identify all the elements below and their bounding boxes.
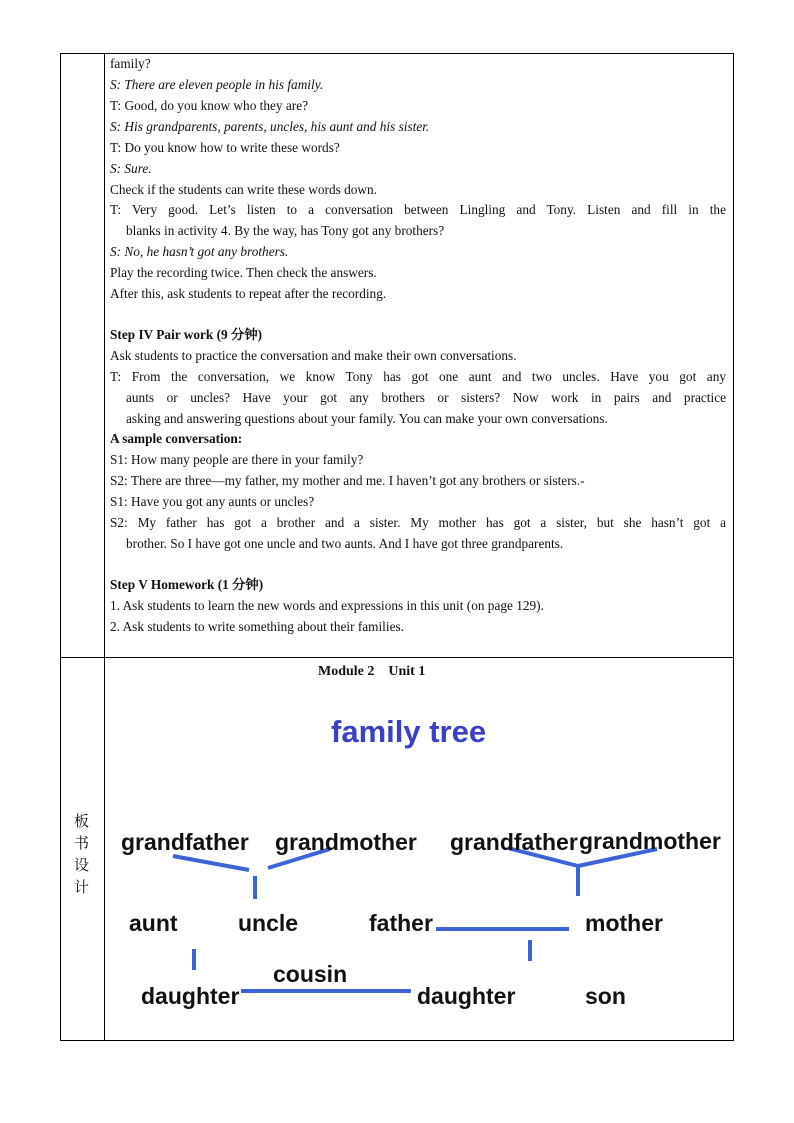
student-line: S: Sure. (110, 161, 152, 176)
family-tree-title: family tree (331, 714, 487, 749)
text-line: blanks in activity 4. By the way, has Tony got any brothers? (126, 223, 445, 238)
text-line: Check if the students can write these words down. (110, 182, 377, 197)
side-char: 设 (73, 856, 89, 874)
teacher-line: T: Do you know how to write these words? (110, 140, 340, 155)
student-line: S: No, he hasn’t got any brothers. (110, 244, 289, 259)
word-aunt: aunt (129, 910, 178, 936)
connector-line (173, 856, 249, 870)
step4-heading: Step IV Pair work (9 分钟) (110, 327, 263, 342)
word-mother: mother (585, 910, 663, 936)
word-father: father (369, 910, 433, 936)
student-line: S: There are eleven people in his family. (110, 77, 324, 92)
text-line: Ask students to practice the conversation and make their own conversations. (110, 348, 517, 363)
module-title: Module 2 Unit 1 (318, 664, 426, 679)
word-grandmother: grandmother (275, 829, 417, 855)
word-grandmother: grandmother (579, 828, 721, 854)
dialogue-line: S1: Have you got any aunts or uncles? (110, 494, 315, 509)
teacher-line: T: Good, do you know who they are? (110, 98, 309, 113)
step5-heading: Step V Homework (1 分钟) (110, 577, 264, 592)
side-char: 计 (73, 878, 89, 896)
text-line: After this, ask students to repeat after the recording. (110, 286, 387, 301)
side-char: 书 (73, 834, 89, 852)
teacher-line: T: Very good. Let’s listen to a conversation between Lingling and Tony. Listen and fill in the (110, 202, 726, 217)
word-grandfather: grandfather (450, 829, 578, 855)
homework-item: 2. Ask students to write something about their families. (110, 619, 404, 634)
sample-heading: A sample conversation: (110, 431, 243, 446)
dialogue-line: S1: How many people are there in your family? (110, 452, 364, 467)
text-line: asking and answering questions about your family. You can make your own conversations. (126, 411, 608, 426)
dialogue-line: brother. So I have got one uncle and two aunts. And I have got three grandparents. (126, 536, 564, 551)
text-line: Play the recording twice. Then check the answers. (110, 265, 377, 280)
text-line: aunts or uncles? Have your got any brothers or sisters? Now work in pairs and practice (126, 390, 726, 405)
side-char: 板 (73, 812, 89, 830)
word-uncle: uncle (238, 910, 299, 936)
teacher-line: T: From the conversation, we know Tony has got one aunt and two uncles. Have you got any (110, 369, 726, 384)
word-son: son (585, 983, 626, 1009)
dialogue-line: S2: There are three—my father, my mother and me. I haven’t got any brothers or sisters.- (110, 473, 585, 488)
homework-item: 1. Ask students to learn the new words and expressions in this unit (on page 129). (110, 598, 544, 613)
student-line: S: His grandparents, parents, uncles, his aunt and his sister. (110, 119, 430, 134)
word-daughter: daughter (141, 983, 240, 1009)
word-grandfather: grandfather (121, 829, 249, 855)
word-daughter: daughter (417, 983, 516, 1009)
text-line: family? (110, 56, 151, 71)
word-cousin: cousin (273, 961, 348, 987)
dialogue-line: S2: My father has got a brother and a sister. My mother has got a sister, but she hasn’t got a (110, 515, 726, 530)
